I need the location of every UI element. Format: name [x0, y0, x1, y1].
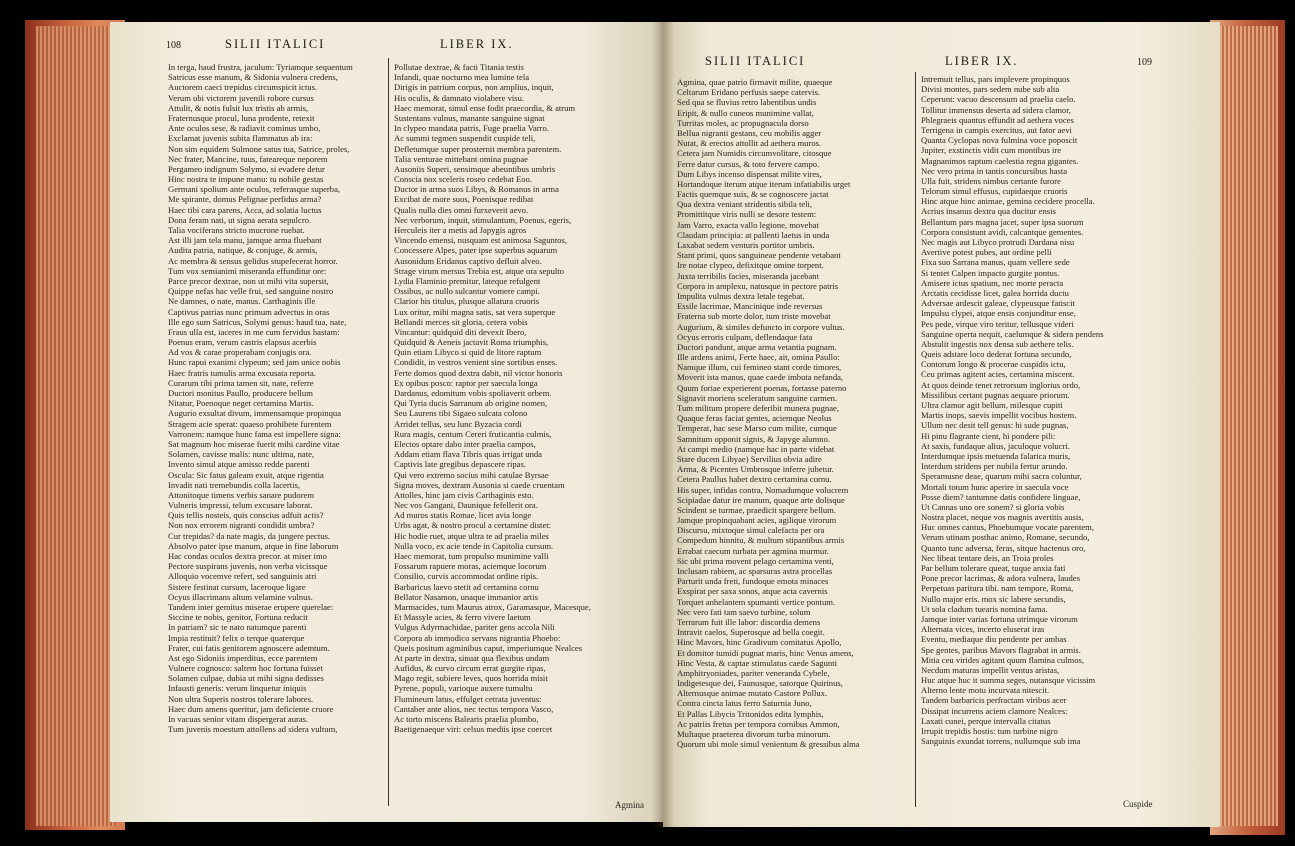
text-line: Nostra placet, neque vos magnis avertitis ausis,: [921, 512, 1084, 523]
text-line: Fraterna sub morte dolor, tum triste movebat: [677, 311, 831, 322]
text-line: Addam etiam flava Tibris quas irrigat unda: [394, 449, 542, 460]
text-line: Conscia nox sceleris roseo cedebat Eoo.: [394, 174, 532, 185]
text-line: Amisere ictus spatium, nec morte peracta: [921, 277, 1064, 288]
text-line: Dum Libys incenso dispensat milite vires,: [677, 168, 822, 179]
text-line: Ac patriis fretus per tempora cornibus Ammon,: [677, 718, 840, 729]
text-line: Me spirante, domus Pelignae perfidus arma?: [168, 194, 322, 205]
page-number: 108: [166, 40, 181, 51]
text-line: Ocyus illacrimans altum velamine vulnus.: [168, 591, 313, 602]
text-line: Multaque praeterea divorum turba minorum.: [677, 729, 831, 739]
text-line: Interdum stridens per nubila fertur arundo.: [921, 461, 1068, 472]
text-line: Jamque inter varias fortuna utrimque virorum: [921, 613, 1078, 624]
text-line: At saxis, fundaque alius, jaculoque volucri.: [921, 440, 1070, 451]
text-line: Fraus ulla est, iaceres in me cum fervidus hastam:: [168, 326, 340, 337]
text-line: Oscula: Sic fatus galeam exuit, atque rigentia: [168, 469, 324, 480]
text-line: Pes pede, virque viro teritur, tellusque videri: [921, 318, 1074, 329]
text-line: Bellator Nasamon, unaque immanior artis: [394, 591, 538, 602]
text-line: Attulit, & notis fulsit lux tristis ab armis,: [168, 102, 309, 113]
text-line: Intravit caelos, Superosque ad bella coegit.: [677, 627, 825, 638]
text-line: Non sim equidem Sulmone satus tua, Satrice, proles,: [168, 143, 350, 154]
text-line: Hinc nostra te impune manu: tu nobile gestas: [168, 174, 324, 185]
text-line: Ausonidum Eridanus captivo defluit alveo.: [394, 255, 542, 266]
text-line: Alternusque animae mutato Castore Pollux.: [677, 688, 828, 699]
text-line: Laxati cunei, perque intervalla citatus: [921, 715, 1051, 726]
text-line: Torquet anhelantem spumanti vertice pontum.: [677, 596, 836, 607]
text-line: Vulnere cognosco: saltem hoc fortuna fuisset: [168, 663, 323, 674]
text-line: Ast illi jam tela manu, jamque arma fluebant: [168, 235, 322, 246]
text-line: Concessere Alpes, pater ipse superbus aquarum: [394, 245, 558, 256]
text-line: Magnanimos raptum caelestia regna gigantes.: [921, 155, 1079, 166]
text-line: Queis adstare loco dederat fortuna secundo,: [921, 349, 1072, 360]
text-line: Celtarum Eridano perfusis saepe catervis.: [677, 87, 820, 98]
text-line: Quorum ubi mole simul venientum & gressibus alma: [677, 739, 860, 750]
text-line: Ductori monitus Paullo, producere bellum: [168, 388, 313, 398]
text-line: Quis tellis nosteis, quis conscius adfuit actis?: [168, 510, 324, 521]
text-line: Germani spolium ante oculos, referasque superba,: [168, 184, 341, 195]
text-line: Acrius insanus dextra qua ducitur ensis: [921, 206, 1056, 217]
text-line: Mortali totum hunc aperire in saecula voce: [921, 481, 1069, 492]
text-line: Augurium, & similes defuncto in corpore vultus.: [677, 321, 845, 332]
text-line: Quanto tunc adversa, feras, sitque hactenus oro,: [921, 542, 1086, 553]
text-line: Terrarum fuit ille labor: discordia demens: [677, 616, 821, 627]
text-line: Quum foriae experierent poenas, fortasse paterno: [677, 382, 847, 393]
column-rule: [388, 58, 389, 806]
text-line: Intremuit tellus, pars implevere propinquos: [921, 74, 1070, 84]
text-line: Parturit unda freti, fundoque emota minaces: [677, 576, 829, 587]
text-line: Satricus esse manum, & Sidonia vulnera credens,: [168, 72, 338, 83]
text-line: His super, infidas contra, Nomadumque volucrem: [677, 484, 849, 495]
text-line: Ne damnes, o nate, manus. Carthaginis ille: [168, 296, 316, 307]
text-line: Jupiter, exstinctis vidit cum montibus ire: [921, 145, 1062, 156]
text-line: Ad vos & carae properabam conjugis ora.: [168, 347, 312, 358]
text-line: His oculis, & damnato violabere visu.: [394, 92, 525, 103]
text-line: Corpora in amplexu, natusque in pectore patris: [677, 280, 839, 291]
text-line: Haec tibi cara parens, Acca, ad solatia luctus: [168, 204, 322, 215]
page-edges-right: [1220, 26, 1278, 826]
text-line: Talia venturae mittebant omina pugnae: [394, 153, 528, 164]
text-line: Amphitryoniades, pariter veneranda Cybele,: [677, 667, 830, 678]
text-line: Ac summi tegmen suspendit cuspide teli,: [394, 133, 536, 144]
text-line: Scipiadae datur ire manum, quaque arte dolisque: [677, 494, 845, 505]
text-line: Contra cincta latus ferro Saturnia Juno,: [677, 698, 812, 709]
text-line: Herculeis iter a metis ad Japygis agros: [394, 225, 527, 235]
text-line: Ceperunt: vacuo descensum ad praelia caelo.: [921, 94, 1076, 105]
text-line: Lux oritur, mihi magna satis, sat vera superque: [394, 306, 556, 317]
text-line: Eripit, & nullo cuneos munimine vallat,: [677, 107, 814, 118]
text-line: Signavit moriens sceleratum sanguine carmen.: [677, 392, 838, 403]
text-line: Invadit nati tremebundis colla lacertis,: [168, 479, 300, 490]
text-line: Ille ego sum Satricus, Solymi genus: haud tua, nate,: [168, 316, 347, 327]
text-line: Qui vero extremo socius mihi catulae Byrsae: [394, 469, 549, 480]
text-line: Agmina, quae patrio firmavit milite, quaeque: [677, 77, 833, 87]
text-line: Promittitque viris nulli se desore testem:: [677, 209, 817, 220]
text-line: Vincendo emensi, nusquam est animosa Saguntos,: [394, 235, 568, 246]
text-line: Captivis late gregibus depascere ripas.: [394, 459, 526, 470]
text-line: Ad muros statis Romae, licet avia longe: [394, 510, 532, 521]
text-line: Samnitum opponit signis, & Japyge alumno.: [677, 433, 831, 444]
text-line: At campi medio (namque hac in parte videbat: [677, 443, 835, 454]
text-line: Infausti generis: verum linquetur iniquis: [168, 683, 307, 694]
text-line: Consilio, curvis accommodat ordine ripis.: [394, 571, 539, 582]
text-line: Speramusne deae, quarum mihi sacra coluntur,: [921, 471, 1082, 482]
text-line: Vulneris impressi, telum excusare laborat.: [168, 500, 313, 511]
text-line: Ultra clamor agit bellum, milesque cupiti: [921, 400, 1063, 410]
column-rule: [915, 72, 916, 807]
text-line: Interdumque ipsis metuenda falarica muris,: [921, 450, 1071, 461]
text-line: Captivus patrias nunc primum advectus in oras: [168, 306, 330, 317]
text-line: Arma, & Picentes Umbrosque inferre jubetur.: [677, 464, 834, 475]
text-line: Ille ardens animi, Ferte haec, ait, omina Paullo:: [677, 352, 840, 363]
text-line: Nutat, & erectos attollit ad aethera muros.: [677, 138, 822, 149]
text-line: Attonitoque timens verbis sanare pudorem: [168, 489, 315, 500]
text-line: Hi pinu flagrante cient, hi pondere pili:: [921, 430, 1056, 441]
text-line: Pergameo indignum Solymo, si evadere detur: [168, 163, 325, 174]
text-line: Quippe nefas hac velle frui, sed sanguine nostro: [168, 286, 334, 297]
text-line: Tum vox semianimi miseranda effunditur ore:: [168, 265, 327, 276]
text-line: Missilibus certant pugnas aequare priorum.: [921, 389, 1070, 400]
text-line: Excibat de more suos, Poenisque redibat: [394, 194, 534, 205]
running-header-left: SILII ITALICI: [705, 54, 806, 68]
text-line: Haec memorat, simul ense fodit praecordia, & atrum: [394, 102, 576, 113]
text-line: Dirigis in patrium corpus, non amplius, inquit,: [394, 82, 554, 93]
text-line: Essile lacrimae, Mancinique inde reversus: [677, 301, 823, 312]
text-line: Ante oculos sese, & radiavit cominus umbo,: [168, 123, 321, 134]
text-line: Eventu, mediaque diu pendente per ambas: [921, 634, 1067, 645]
text-line: Dona feram nati, ut signa aerata sepulcro.: [168, 214, 312, 225]
text-line: Ferte domos quod dextra dabit, nil victor honoris: [394, 367, 563, 378]
text-line: Baetigenaeque viri: celsus mediis ipse coercet: [394, 724, 553, 735]
text-line: Parce precor dextrae, non ut mihi vita supersit,: [168, 275, 329, 286]
text-line: Posse diem? tantumne datis confidere linguae,: [921, 491, 1081, 502]
text-line: Solamen culpae, dubia ut mihi signa dedisses: [168, 673, 324, 684]
text-line: Non ultra Superis nostros tolerare labores.: [168, 693, 314, 704]
text-line: At parte in dextra, sinuat qua flexibus undam: [394, 652, 550, 663]
text-line: Marmacides, tum Maurus atrox, Garamasque, Macesque,: [394, 601, 591, 612]
running-header-right: LIBER IX.: [945, 54, 1019, 68]
text-line: Qua dextra veniant stridentis sibila teli,: [677, 199, 813, 210]
text-line: Defletumque super prosternit membra parentem.: [394, 143, 562, 154]
text-column-right: [921, 74, 1157, 809]
text-line: Moverit ista manus, quae caede imbuta nefanda,: [677, 372, 844, 383]
text-line: Haec dum amens queritur, jam deficiente cruore: [168, 703, 334, 714]
text-line: Factis quemque suis, & se cognoscere jactat: [677, 189, 829, 200]
text-line: Ac torto miscens Balearis praelia plumbo,: [394, 714, 539, 724]
right-page: [663, 22, 1220, 827]
text-line: Stragem acie sperat: quaeso prohibete furentem: [168, 418, 332, 429]
text-line: Bellua nigranti gestans, ceu mobilis agger: [677, 127, 822, 138]
text-line: Huc omnes cantus, Phoebumque vocate parentem,: [921, 522, 1095, 533]
book-gutter: [652, 22, 674, 827]
text-line: Corpora consistunt avidi, calcantque gementes.: [921, 226, 1084, 237]
text-line: Nulla voco, ex acie tende in Capitolia cursum.: [394, 540, 554, 551]
text-line: Nec magis aut Libyco protrudi Dardana nisu: [921, 237, 1075, 247]
text-line: Necdum maturas impellit ventus aristas,: [921, 664, 1060, 675]
text-line: Augurio exsultat divum, immensamque propinqua: [168, 408, 342, 419]
text-line: Sic ubi prima movent pelago certamina venti,: [677, 555, 834, 566]
text-line: Nec libeat tentare deis, an Troia proles: [921, 552, 1054, 563]
text-line: Audita patria, natique, & conjuge, & armis,: [168, 245, 318, 256]
text-line: Contorum longo & procerae cuspidis ictu,: [921, 359, 1066, 370]
text-line: Abstulit ingestis nox densa sub aethere telis.: [921, 338, 1074, 349]
text-line: Frater, cui fatis genitorem agnoscere ademtum.: [168, 642, 330, 653]
text-line: Bellandi merces sit gloria, cetera vobis: [394, 316, 528, 327]
text-line: Pollutae dextrae, & facti Titania testis: [394, 62, 524, 72]
text-line: Nitatur, Poenoque neget certamina Martis.: [168, 398, 314, 409]
text-line: Quidquid & Aeneis jactavit Roma triumphis,: [394, 337, 549, 348]
text-line: Martis inops, saevis impellit vocibus hostem.: [921, 410, 1077, 421]
text-line: Alterno lente motu incurvata nitescit.: [921, 685, 1050, 696]
text-line: In vacuas senior vitam dispergerat auras.: [168, 714, 309, 724]
text-line: Terrigena in campis exercitus, aut fator aevi: [921, 124, 1072, 135]
text-line: Curarum tibi prima tamen sit, nate, referre: [168, 377, 314, 388]
text-line: Par bellum tolerare queat, tuque anxia fati: [921, 563, 1066, 573]
text-line: Ocyus erroris culpam, deflendaque fata: [677, 331, 813, 342]
text-line: Fossarum rapuere moras, aciemque locorum: [394, 561, 547, 572]
text-line: Auctorem caeci trepidus circumspicit ictus.: [168, 82, 318, 93]
text-line: Spe gentes, paribus Mavors flagrabat in armis.: [921, 644, 1081, 655]
text-line: Pone precor lacrimas, & adora vulnera, laudes: [921, 573, 1080, 584]
text-line: Nec verborum, inquit, stimulantum, Poenus, egeris,: [394, 214, 572, 225]
text-line: Laxabat sedem venturis portitor umbris.: [677, 240, 815, 250]
text-line: Invento simul atque amisso redde parenti: [168, 459, 310, 470]
text-line: Nec vero fati tam saevo turbine, solum: [677, 606, 811, 617]
text-column-right: [394, 62, 656, 814]
text-line: Cantaber ante alios, nec tectus tempora Vasco,: [394, 703, 554, 714]
text-line: Qui Tyria ducis Sarranum ab origine nomen,: [394, 398, 548, 409]
text-line: Sat magnum hoc miserae fuerit mihi cardine vitae: [168, 438, 340, 449]
text-line: Nec vos Gangani, Daunique fefellerit ora.: [394, 500, 538, 511]
text-column-left: [168, 62, 386, 814]
text-line: Ire notae clypeo, defixitque omine torpent.: [677, 260, 824, 271]
text-line: Hic hodie ruet, atque ultra te ad praelia miles: [394, 530, 549, 541]
text-line: Phlegraeis quantus effundit ad aethera voces: [921, 114, 1074, 125]
text-line: Haec fratris tumulis arma excusata reporta.: [168, 367, 316, 378]
text-line: Pectore suspirans juvenis, non verba vicissque: [168, 561, 328, 572]
text-line: Scindent se turmae, praedicit spargere bellum.: [677, 504, 837, 515]
left-page: [110, 22, 663, 822]
text-line: Tum militum propere deferibit munera pugnae,: [677, 403, 839, 413]
text-line: Juxta terribilis facies, miseranda jacebant: [677, 270, 819, 281]
text-line: Inclusam rabiem, ac sparsuras astra procellas: [677, 566, 833, 576]
text-line: Infandi, quae nocturno mea lumine tela: [394, 72, 530, 83]
catchword: Agmina: [615, 800, 644, 810]
text-line: Sistere festinat cursum, laceroque ligare: [168, 581, 306, 592]
text-line: Telorum simul effusus, cupidaeque cruoris: [921, 186, 1068, 197]
text-line: Alternata vices, incerto eluserat iras: [921, 624, 1045, 635]
page-edges-left: [36, 26, 116, 826]
text-line: In clypeo mandata patris, Fuge praelia Varro.: [394, 123, 549, 134]
text-line: In patriam? sic te nato natumque parenti: [168, 622, 307, 633]
text-line: Haec memorat, tum propulso munimine valli: [394, 551, 549, 561]
text-line: Ast ego Sidoniis imperditus, ecce parentem: [168, 652, 318, 663]
text-line: Turritas moles, ac propugnacula dorso: [677, 117, 809, 128]
text-line: Solamen, cavisse malis: nunc ultima, nate,: [168, 449, 315, 460]
text-line: Strage virum mersus Trebia est, atque ora sepulto: [394, 265, 564, 276]
text-line: Hortandoque iterum atque iterum infatiabilis urget: [677, 178, 851, 189]
text-line: Attolles, hinc jam civis Carthaginis esto.: [394, 489, 534, 500]
text-line: Cetera jam Numidis circumvolitare, citosque: [677, 148, 832, 159]
catchword: Cuspide: [1123, 799, 1153, 809]
text-line: Avertive potest pubes, aut ordine pelli: [921, 247, 1052, 258]
text-line: Ferre datur cursus, & toto fervere campo.: [677, 158, 820, 169]
text-line: Ulla fuit, stridens nimbus certante furore: [921, 175, 1061, 186]
running-header-right: LIBER IX.: [440, 37, 514, 51]
text-line: Indigetesque dei, Faunusque, satorque Quirinus,: [677, 678, 843, 689]
text-line: Exclamat juvenis subita flammatus ab ira:: [168, 133, 313, 144]
text-line: Hunc rapui exanimi clypeum; sed jam unice nobis: [168, 357, 341, 368]
text-line: Ex opibus posco: raptor per saecula longa: [394, 377, 538, 388]
text-line: Fixa suo Sarrana manus, quam vellere sede: [921, 257, 1070, 268]
text-line: Verum ubi victorem juvenili robore cursus: [168, 92, 314, 103]
running-header-left: SILII ITALICI: [225, 37, 326, 51]
text-line: Jam Varro, exacta vallo legione, movebat: [677, 219, 819, 230]
text-line: Qualis nulla dies omni furxeverit aevo.: [394, 204, 529, 215]
text-line: Et Pallas Libycis Tritonidos edita lymphis,: [677, 708, 824, 719]
text-line: Errabat caecum turbata per agmina murmur.: [677, 545, 829, 556]
text-line: Vulgus Adyrmachidae, pariter gens accola Nili: [394, 622, 555, 633]
text-line: Stare ducem Libyae) Servilius obvia adire: [677, 453, 822, 464]
text-line: Ceu primas agitent acies, certamina miscent.: [921, 369, 1075, 380]
text-line: In terga, haud frustra, jaculum: Tyriamque sequentum: [168, 62, 353, 72]
text-line: Condidit, in vestros venient sine sortibus enses.: [394, 357, 558, 368]
text-line: Impulsu clypei, atque ensis conjunditur ense,: [921, 308, 1076, 319]
text-line: Nullo major eris. mox sic labere secundis,: [921, 593, 1066, 604]
text-line: Cetera Paullus habet dextro certamina cornu.: [677, 474, 832, 485]
text-line: Cur trepidas? da nate magis, da jungere pectus.: [168, 530, 331, 541]
text-line: Hinc atque hinc animae, gemina cecidere procella.: [921, 196, 1095, 207]
text-line: Siccine te nobis, genitor, Fortuna reducit: [168, 612, 308, 623]
text-line: Ullum nec desit tell genus: hi sude pugnas,: [921, 420, 1069, 431]
text-line: Discursu, mixtoque simul calefacta per ora: [677, 525, 825, 536]
text-line: Arridet tellus, seu lunc Byzacia cordi: [394, 418, 522, 429]
text-line: Ossibus, ac nullo sulcantur vomere campi.: [394, 286, 540, 297]
text-line: Namque illum, cui femineo stant corde timores,: [677, 362, 842, 373]
text-line: Pyrene, populi, varioque auxere tumultu: [394, 683, 533, 694]
text-line: Sanguinis exundat torrens, nullumque sub ima: [921, 736, 1081, 747]
text-line: Hinc Mavors, hinc Gradivum comitatus Apollo,: [677, 637, 842, 648]
text-line: Et Massyle acies, & ferro vivere laetum: [394, 612, 531, 623]
text-line: Temperat, hac sese Marso cum milite, cumque: [677, 423, 837, 434]
text-line: Aufidus, & curvo circum errat gurgite ripas,: [394, 663, 546, 674]
text-line: Hinc Vesta, & captae stimulatus caede Sagunti: [677, 657, 837, 668]
text-line: Adversae ardescit galeae, clypeusque fatiscit: [921, 298, 1075, 309]
text-line: Urbs agat, & nostro procul a certamine distet:: [394, 520, 552, 531]
text-line: Sustentans vulnus, manante sanguine signat: [394, 112, 545, 123]
text-line: Ac membra & sensus gelidus stupefecerat horror.: [168, 255, 338, 266]
text-line: Stant primi, quos sanguineae pendente vetabant: [677, 250, 841, 261]
text-line: Divisi montes, pars sedem nube sub alta: [921, 84, 1060, 95]
text-line: Ausoniis Superi, sensimque abeuntibus umbris: [394, 163, 556, 174]
text-line: Vincantur: quidquid diti devexit Ibero,: [394, 326, 527, 337]
text-line: Queis positum agminibus caput, imperiumque Nealces: [394, 642, 583, 653]
text-line: Nec frater, Mancine, tuus, fateareque neporem: [168, 153, 328, 164]
text-line: Sed qua se fluvius retro labentibus undis: [677, 97, 817, 108]
text-line: Tum juvenis moestum attollens ad sidera vultum,: [168, 724, 338, 735]
text-line: Talia vociferans stricto mucrone ruebat.: [168, 225, 305, 235]
text-line: Tandem barbaricis perfractam viribus acer: [921, 695, 1067, 706]
text-line: Verum utinam posthac animo, Romane, secundo,: [921, 532, 1090, 543]
text-line: Arctatis cecidisse licet, galea horrida ductu: [921, 287, 1069, 298]
text-line: Impia restituit? felix o terque quaterque: [168, 632, 305, 643]
text-line: Quaque feras faciat gentes, aciemque Neolus: [677, 413, 832, 424]
text-line: Fraternusque procul, luna prodente, retexit: [168, 112, 315, 123]
text-line: Perpetuas paritura tibi. nam tempore, Roma,: [921, 583, 1074, 594]
text-line: Irrupit trepidis hostis: tum turbine nigro: [921, 726, 1058, 736]
text-line: Exspirat per saxa sonos, atque acta cavernis: [677, 586, 828, 597]
text-line: Ut sola cladum tuearis nomina fama.: [921, 603, 1048, 614]
text-line: Mago regit, subiere leves, quos horrida misit: [394, 673, 548, 684]
text-line: Nec vero prima in tantis concursibus hasta: [921, 165, 1068, 176]
text-line: Clarior his titulus, plusque allatura cruoris: [394, 296, 540, 307]
text-line: Mitia ceu virides agitant quum flamina culmos,: [921, 654, 1085, 665]
text-line: Tollitur immensus deserta ad sidera clamor,: [921, 104, 1071, 115]
text-line: Claudam principia: at pallenti laetus in unda: [677, 229, 830, 240]
text-line: Ductor in arma suos Libys, & Romanus in arma: [394, 184, 559, 195]
text-line: Lydia Flaminio premitur, lateque refulgent: [394, 275, 541, 286]
text-line: At quos deinde tenet retrorsum inglorius ordo,: [921, 379, 1081, 390]
text-line: Tandem inter gemitus miserae erupere querelae:: [168, 601, 334, 612]
text-line: Bellantum pars magna jacet, super ipsa suorum: [921, 216, 1084, 227]
text-line: Ductori pandunt, atque arma vetantia pugnam.: [677, 341, 837, 352]
text-line: Huc atque huc it summa seges, nutansque vicissim: [921, 675, 1096, 686]
page-number: 109: [1137, 57, 1152, 68]
text-line: Impulita vulnus dextra letale tegebat.: [677, 290, 805, 301]
text-line: Rura magis, centum Cereri fruticantia culmis,: [394, 428, 552, 439]
text-line: Dardanus, edomitum vobis spoliaverit orbem.: [394, 388, 552, 398]
text-line: Alloquio vocemve refert, sed sanguinis atri: [168, 571, 317, 582]
text-line: Et domitor tumidi pugnat maris, hinc Venus amens,: [677, 647, 854, 658]
text-line: Hac condas oculos dextra precor. at miser imo: [168, 551, 327, 561]
text-line: Poenus eram, verum castris elapsus acerbis: [168, 337, 317, 348]
text-line: Non nox errorem nigranti condidit umbra?: [168, 520, 315, 531]
text-line: Varronem: namque hunc fama est impellere signa:: [168, 428, 341, 439]
text-line: Flumineum latus, effulget cetrata juventus:: [394, 693, 542, 704]
text-line: Ut Cannas uno ore sonem? si gloria vobis: [921, 501, 1065, 512]
text-line: Quanta Cyclopas nova fulmina voce poposcit: [921, 135, 1078, 146]
text-line: Absolvo pater ipse manum, atque in fine laborum: [168, 540, 339, 551]
text-line: Jamque propinquabant acies, agilique virorum: [677, 515, 837, 526]
text-line: Seu Laurens tibi Sigaeo sulcata colono: [394, 408, 528, 419]
text-line: Sanguine operta nequit, caelumque & sidera pendens: [921, 328, 1104, 339]
text-line: Quin etiam Libyco si quid de litore raptum: [394, 347, 542, 358]
text-line: Si tentet Calpen impacto gurgite pontus.: [921, 267, 1060, 278]
text-line: Barbaricus laevo stetit ad certamina cornu: [394, 581, 539, 592]
text-line: Dissipat incurrens aciem clamore Nealces:: [921, 705, 1068, 716]
text-column-left: [677, 77, 911, 807]
text-line: Compedum hinnitu, & multum stipantibus armis: [677, 535, 845, 546]
text-line: Signa moves, dextram Ausonia si caede cruentam: [394, 479, 565, 490]
text-line: Electos optare dabo inter praelia campos,: [394, 438, 536, 449]
text-line: Corpora ab immodico servans nigrantia Phoebo:: [394, 632, 561, 643]
